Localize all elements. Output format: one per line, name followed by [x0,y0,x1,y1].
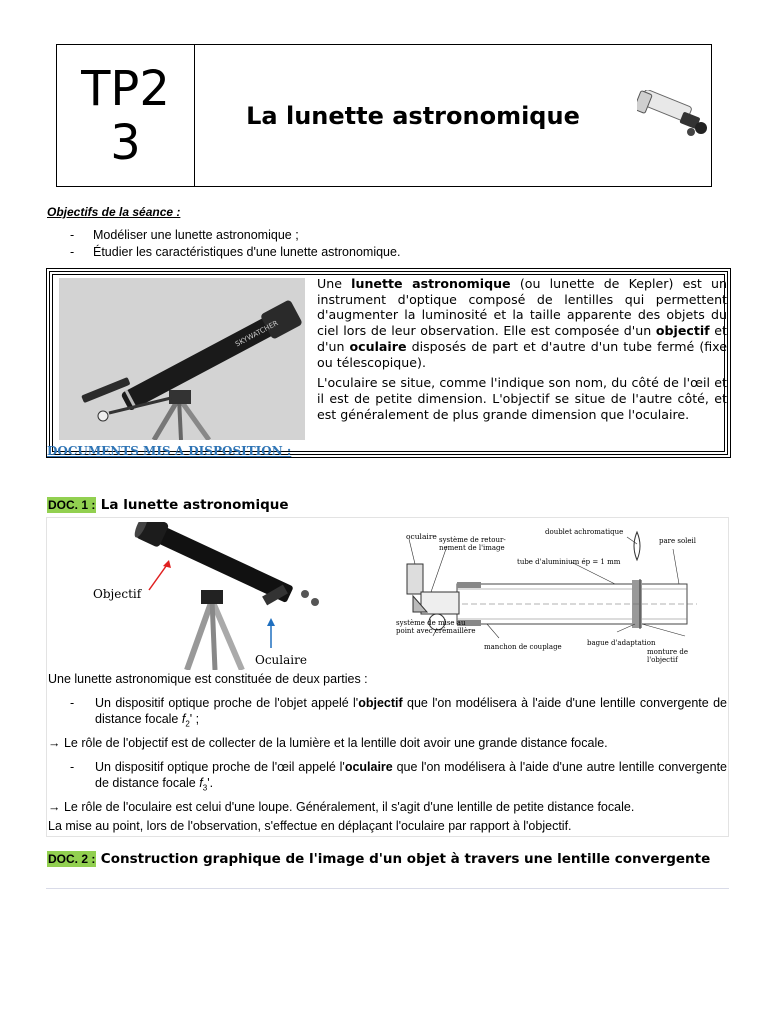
term-oculaire: oculaire [349,338,407,354]
intro-paragraph-1: Une lunette astronomique (ou lunette de Kepler) est un instrument d'optique composé de lentilles qui permettent d'augmenter la luminosité et la taille apparente des objets du ciel lors de leur observation. Elle est composée d'un objectif et d'un oculaire disposés de part et d'autre d'un tube fermé (fixe ou télescopique). [317,276,728,370]
doc2-title: Construction graphique de l'image d'un objet à travers une lentille convergente [100,851,711,867]
doc1-arrow-oculaire: → Le rôle de l'oculaire est celui d'une loupe. Généralement, il s'agit d'une lentille de petite distance focale. [48,800,635,814]
doc1-title: La lunette astronomique [100,497,289,513]
term-lunette: lunette astronomique [351,276,511,291]
header-table [56,44,712,187]
doc1-box [46,517,729,837]
header-code-cell [57,45,195,186]
doc2-badge: DOC. 2 : [48,852,96,866]
term-oculaire: oculaire [344,760,393,774]
telescope-photo [59,278,305,440]
brand-mark: SKYWATCHER [234,319,280,349]
doc1-bullet-objectif: - Un dispositif optique proche de l'objet appelé l'objectif que l'on modélisera à l'aide d'une lentille convergente de distance focale $f_2'$ ; [70,696,727,728]
objective-item [0,245,768,261]
page-title: La lunette astronomique [246,101,580,130]
doc1-badge: DOC. 1 : [48,498,96,512]
session-code: TP2 3 [81,60,170,171]
doc1-last-line: La mise au point, lors de l'observation, s'effectue en déplaçant l'oculaire par rapport à l'objectif. [48,819,572,833]
doc1-arrow-objectif: → Le rôle de l'objectif est de collecter de la lumière et la lentille doit avoir une grande distance focale. [48,736,608,750]
bullet-dash: - [70,228,75,242]
objective-text: Modéliser une lunette astronomique ; [93,228,299,242]
objectives-heading: Objectifs de la séance : [47,205,181,219]
doc1-bullet-oculaire: - Un dispositif optique proche de l'œil appelé l'oculaire que l'on modélisera à l'aide d'une autre lentille convergente de distance focale $f_3'$. [70,760,727,792]
diagram-label-monture: monture de l'objectif [647,648,689,664]
diagram-label-retournement: système de retour- nement de l'image [439,536,506,552]
intro-frame [46,268,731,458]
doc1-intro-line: Une lunette astronomique est constituée de deux parties : [48,672,368,686]
label-oculaire: Oculaire [255,653,307,667]
diagram-label-bague: bague d'adaptation [587,639,656,647]
diagram-label-manchon: manchon de couplage [484,643,562,651]
diagram-label-oculaire: oculaire [406,532,437,541]
diagram-label-pare-soleil: pare soleil [659,537,697,545]
term-objectif: objectif [358,696,403,710]
diagram-label-mise-au-point: système de mise au point avec crémaillère [396,619,476,635]
doc2-divider [46,888,729,889]
objective-text: Étudier les caractéristiques d'une lunette astronomique. [93,245,401,259]
diagram-label-tube: tube d'aluminium ép = 1 mm [517,558,621,566]
term-objectif: objectif [655,323,710,339]
doc2-heading [47,850,727,868]
intro-text [317,276,727,427]
intro-paragraph-2: L'oculaire se situe, comme l'indique son nom, du côté de l'œil et il est de petite dimension. L'objectif se situe de l'autre côté, et est généralement de plus grande dimension que l'oculaire. [317,375,727,422]
telescope-icon [637,90,713,140]
diagram-label-doublet: doublet achromatique [545,528,624,536]
bullet-dash: - [70,245,75,259]
label-objectif: Objectif [93,587,142,601]
doc1-heading [47,496,289,514]
documents-heading: DOCUMENTS MIS A DISPOSITION : [47,444,292,458]
objective-item [0,228,768,244]
